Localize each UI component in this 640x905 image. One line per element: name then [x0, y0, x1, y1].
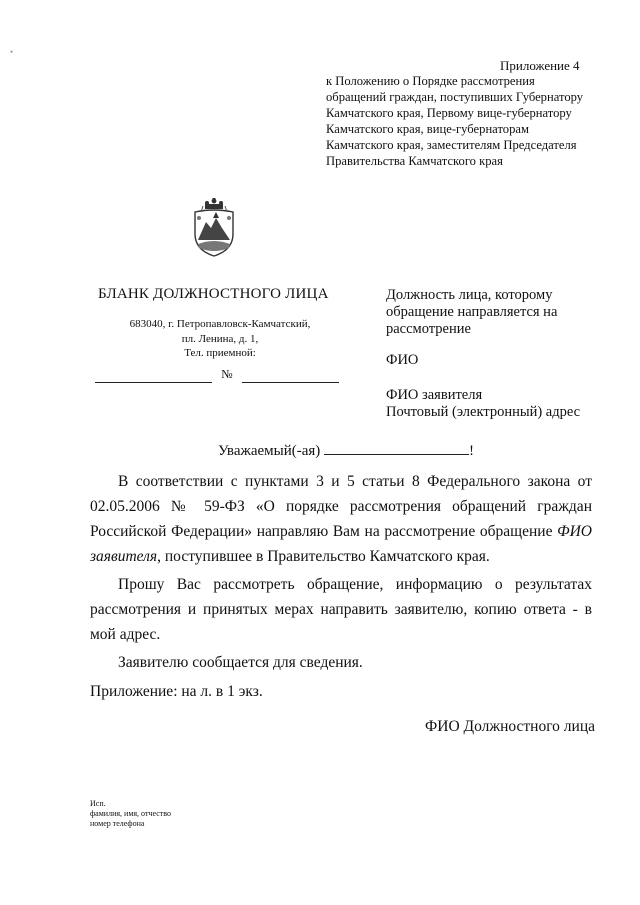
greeting-line — [218, 441, 474, 460]
coat-of-arms-emblem — [189, 198, 239, 258]
appendix-line: Камчатского края, Первому вице-губернатору — [326, 106, 572, 120]
appendix-line: Камчатского края, вице-губернаторам — [326, 122, 529, 136]
p1-applicant-fio: ФИО заявителя — [90, 523, 592, 565]
body-paragraph-2: Прошу Вас рассмотреть обращение, информацию о результатах рассмотрения и принятых мерах направить заявителю, копию ответа - в мой адрес. — [90, 576, 592, 643]
appendix-line: Камчатского края, заместителям Председателя — [326, 138, 577, 152]
applicant-fio: ФИО заявителя — [386, 387, 483, 403]
body-paragraph-3: Заявителю сообщается для сведения. — [118, 654, 363, 671]
appendix-line: Правительства Камчатского края — [326, 154, 503, 168]
greeting-text: Уважаемый(-ая) — [218, 443, 321, 459]
appendix-body — [326, 73, 591, 169]
letterhead-title: БЛАНК ДОЛЖНОСТНОГО ЛИЦА — [98, 286, 329, 302]
applicant-address: Почтовый (электронный) адрес — [386, 404, 581, 420]
greeting-blank — [324, 441, 469, 455]
crown-icon — [205, 198, 223, 209]
footer-executor-name: фамилия, имя, отчество — [90, 809, 171, 818]
number-blank — [242, 382, 339, 383]
body-paragraph-1 — [90, 469, 592, 569]
attachment-line: Приложение: на л. в 1 экз. — [90, 683, 263, 700]
p1-text-end: , поступившее в Правительство Камчатского края. — [157, 548, 490, 565]
p1-text: В соответствии с пунктами 3 и 5 статьи 8 Федерального закона от 02.05.2006 № 59-ФЗ «О порядке рассмотрения обращений граждан Российской Федерации» направляю Вам на рассмотрение обращение — [90, 473, 592, 540]
date-blank — [95, 382, 212, 383]
number-sign: № — [221, 367, 233, 381]
addressee-position: Должность лица, которому обращение направляется на рассмотрение — [386, 287, 558, 337]
greeting-exclamation: ! — [469, 443, 475, 459]
appendix-line: обращений граждан, поступивших Губернатору — [326, 90, 584, 104]
address-line: 683040, г. Петропавловск-Камчатский, — [129, 318, 311, 330]
appendix-title: Приложение 4 — [500, 58, 580, 73]
address-line: Тел. приемной: — [184, 347, 256, 359]
address-line: пл. Ленина, д. 1, — [181, 333, 259, 345]
page-edge-mark: • — [10, 47, 14, 57]
outgoing-number-line — [95, 365, 339, 379]
signature-official-fio: ФИО Должностного лица — [425, 718, 596, 735]
addressee-fio: ФИО — [386, 352, 419, 368]
shield-icon — [195, 206, 233, 256]
footer-executor: Исп. — [90, 799, 106, 808]
footer-executor-phone: номер телефона — [90, 819, 145, 828]
appendix-line: к Положению о Порядке рассмотрения — [326, 74, 535, 88]
